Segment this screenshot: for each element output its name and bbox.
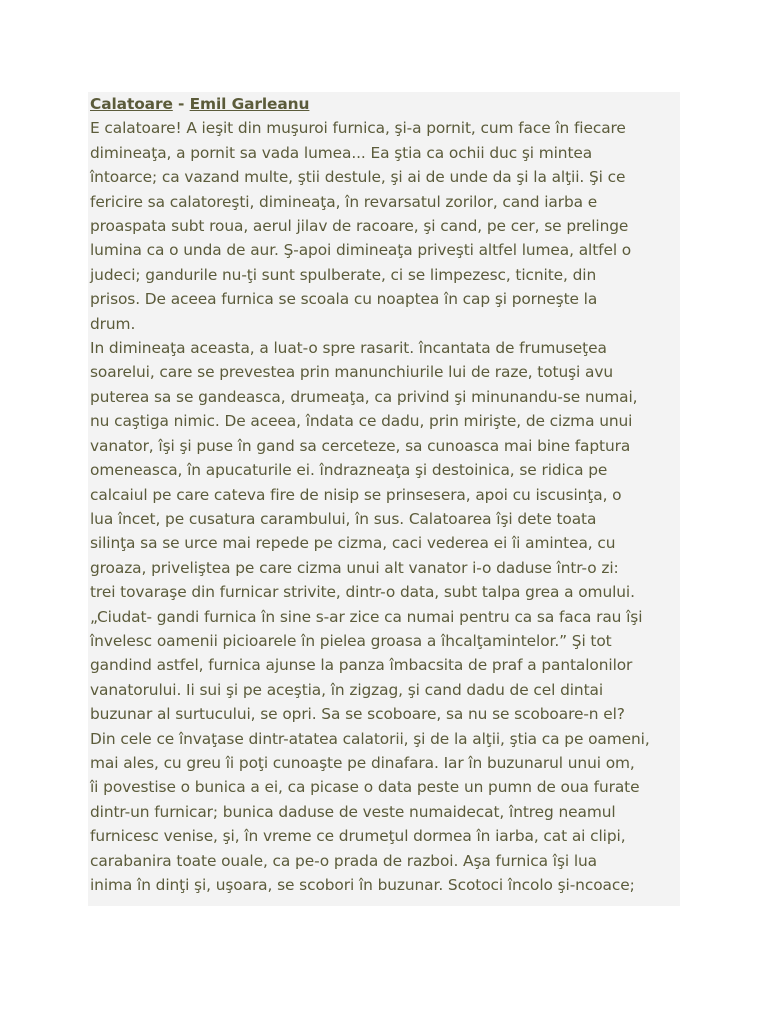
text-line: vanator, îşi şi puse în gand sa cerceteze, sa cunoasca mai bine faptura	[90, 436, 631, 455]
text-line: nu caştiga nimic. De aceea, îndata ce dadu, prin mirişte, de cizma unui	[90, 412, 633, 431]
text-line: inima în dinţi şi, uşoara, se scobori în buzunar. Scotoci încolo şi-ncoace;	[90, 876, 635, 894]
document-title	[90, 92, 678, 116]
text-line: lumina ca o unda de aur. Ş-apoi dimineaţa priveşti altfel lumea, altfel o	[90, 241, 632, 260]
text-line: Din cele ce învaţase dintr-atatea calatorii, şi de la alţii, ştia ca pe oameni,	[90, 729, 650, 748]
text-line: drum.	[90, 314, 136, 333]
document-text-block	[88, 92, 680, 906]
text-line: gandind astfel, furnica ajunse la panza îmbacsita de praf a pantalonilor	[90, 656, 633, 675]
text-line: E calatoare! A ieşit din muşuroi furnica, şi-a pornit, cum face în fiecare	[90, 119, 626, 138]
text-line: „Ciudat- gandi furnica în sine s-ar zice ca numai pentru ca sa faca rau îşi	[90, 607, 643, 626]
text-line: omeneasca, în apucaturile ei. îndrazneaţa şi destoinica, se ridica pe	[90, 461, 608, 480]
text-line: silinţa sa se urce mai repede pe cizma, caci vederea ei îi amintea, cu	[90, 534, 616, 553]
text-line: lua încet, pe cusatura carambului, în sus. Calatoarea îşi dete toata	[90, 509, 597, 528]
text-line: prisos. De aceea furnica se scoala cu noaptea în cap şi porneşte la	[90, 290, 598, 309]
text-line: puterea sa se gandeasca, drumeaţa, ca privind şi minunandu-se numai,	[90, 387, 638, 406]
author-link[interactable]: Emil Garleanu	[189, 95, 310, 113]
document-body	[90, 116, 678, 897]
text-line: îi povestise o bunica a ei, ca picase o data peste un pumn de oua furate	[90, 778, 640, 797]
text-line: învelesc oamenii picioarele în pielea groasa a îhcalţamintelor.” Şi tot	[90, 631, 612, 650]
title-separator: -	[172, 95, 190, 113]
text-line: carabanira toate ouale, ca pe-o prada de razboi. Aşa furnica îşi lua	[90, 851, 597, 870]
text-line: dimineaţa, a pornit sa vada lumea... Ea ştia ca ochii duc şi mintea	[90, 143, 593, 162]
text-line: trei tovaraşe din furnicar strivite, dintr-o data, subt talpa grea a omului.	[90, 583, 635, 602]
text-line: buzunar al surtucului, se opri. Sa se scoboare, sa nu se scoboare-n el?	[90, 705, 625, 724]
work-title-link[interactable]: Calatoare	[90, 95, 173, 113]
text-line: proaspata subt roua, aerul jilav de racoare, şi cand, pe cer, se prelinge	[90, 217, 629, 236]
text-line: furnicesc venise, şi, în vreme ce drumeţul dormea în iarba, cat ai clipi,	[90, 827, 626, 846]
text-line: judeci; gandurile nu-ţi sunt spulberate, ci se limpezesc, ticnite, din	[90, 265, 597, 284]
text-line: calcaiul pe care cateva fire de nisip se prinsesera, apoi cu iscusinţa, o	[90, 485, 622, 504]
text-line: soarelui, care se prevestea prin manunchiurile lui de raze, totuşi avu	[90, 363, 614, 382]
text-line: groaza, priveliştea pe care cizma unui alt vanator i-o daduse într-o zi:	[90, 558, 619, 577]
text-line: In dimineaţa aceasta, a luat-o spre rasarit. încantata de frumuseţea	[90, 339, 607, 358]
text-line: dintr-un furnicar; bunica daduse de veste numaidecat, întreg neamul	[90, 802, 616, 821]
text-line: vanatorului. Ii sui şi pe aceştia, în zigzag, şi cand dadu de cel dintai	[90, 680, 604, 699]
text-line: mai ales, cu greu îi poţi cunoaşte pe dinafara. Iar în buzunarul unui om,	[90, 753, 635, 772]
text-line: fericire sa calatoreşti, dimineaţa, în revarsatul zorilor, cand iarba e	[90, 192, 598, 211]
text-line: întoarce; ca vazand multe, ştii destule, şi ai de unde da şi la alţii. Şi ce	[90, 168, 626, 187]
